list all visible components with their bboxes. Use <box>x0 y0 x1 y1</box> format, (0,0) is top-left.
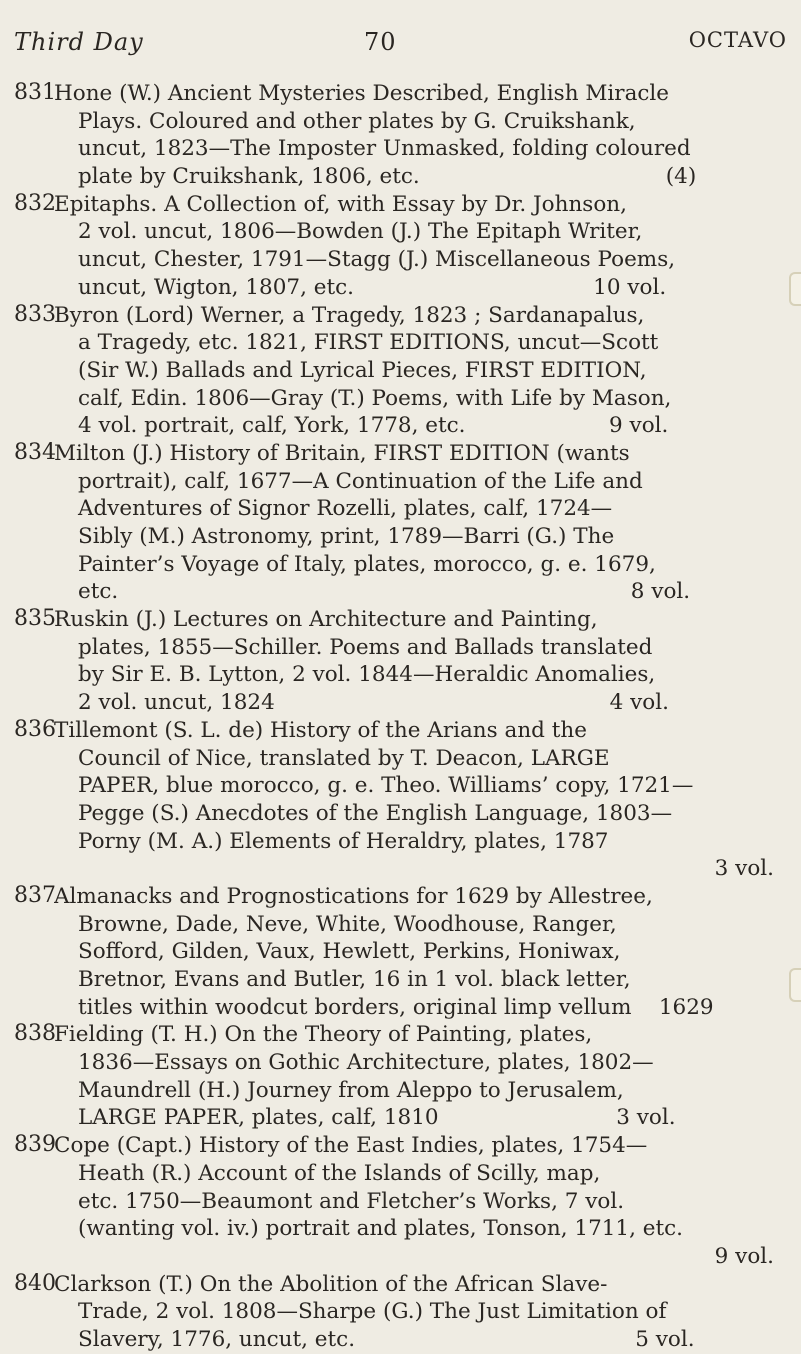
lot-description-line: Tillemont (S. L. de) History of the Arians and the <box>54 717 587 743</box>
lot-description-line: Hone (W.) Ancient Mysteries Described, English Miracle <box>54 81 670 106</box>
lot-entry <box>14 191 774 302</box>
lot-description-line: Fielding (T. H.) On the Theory of Painting, plates, <box>54 1022 593 1048</box>
lot-description-line: (wanting vol. iv.) portrait and plates, Tonson, 1711, etc. <box>78 1216 684 1242</box>
lot-description-line: plate by Cruikshank, 1806, etc. (4) <box>78 164 697 190</box>
lot-description-line: Council of Nice, translated by T. Deacon, LARGE <box>78 745 610 771</box>
lot-description-line: 4 vol. portrait, calf, York, 1778, etc. 9 vol. <box>78 413 669 439</box>
lot-entry <box>14 440 774 606</box>
lot-description-line: Adventures of Signor Rozelli, plates, calf, 1724— <box>78 496 613 522</box>
lot-description-line: Sofford, Gilden, Vaux, Hewlett, Perkins, Honiwax, <box>78 939 621 965</box>
lot-number: 835 <box>14 606 56 632</box>
lot-description-line: a Tragedy, etc. 1821, FIRST EDITIONS, uncut—Scott <box>78 330 659 356</box>
lot-description-line: Pegge (S.) Anecdotes of the English Language, 1803— <box>78 800 673 826</box>
lot-description-line: (Sir W.) Ballads and Lyrical Pieces, FIRST EDITION, <box>78 357 647 383</box>
lot-number: 840 <box>14 1270 56 1296</box>
lot-number: 833 <box>14 301 56 327</box>
lot-list <box>14 80 774 1354</box>
lot-description-line: LARGE PAPER, plates, calf, 1810 3 vol. <box>78 1105 676 1131</box>
lot-description-line: Ruskin (J.) Lectures on Architecture and Painting, <box>54 607 598 633</box>
lot-description-line: uncut, Chester, 1791—Stagg (J.) Miscellaneous Poems, <box>78 247 676 273</box>
lot-description-line: uncut, Wigton, 1807, etc. 10 vol. <box>78 274 667 300</box>
header-format: OCTAVO <box>688 28 787 52</box>
lot-number: 837 <box>14 882 56 908</box>
page-number: 70 <box>364 28 397 56</box>
lot-description-line: Cope (Capt.) History of the East Indies, plates, 1754— <box>54 1133 648 1159</box>
lot-description-line: titles within woodcut borders, original limp vellum 1629 <box>78 994 714 1020</box>
lot-entry <box>14 606 774 717</box>
lot-description-line: 1836—Essays on Gothic Architecture, plates, 1802— <box>78 1050 654 1076</box>
lot-description-line: uncut, 1823—The Imposter Unmasked, folding coloured <box>78 136 691 162</box>
lot-description-line: 2 vol. uncut, 1824 4 vol. <box>78 690 669 716</box>
lot-number: 834 <box>14 439 56 465</box>
binding-mark-icon <box>789 968 801 1002</box>
lot-entry <box>14 883 774 1021</box>
lot-number: 831 <box>14 80 56 105</box>
lot-description-line: portrait), calf, 1677—A Continuation of the Life and <box>78 468 643 494</box>
lot-entry <box>14 302 774 440</box>
lot-description-line: Painter’s Voyage of Italy, plates, morocco, g. e. 1679, <box>78 551 656 577</box>
header-day: Third Day <box>14 28 144 56</box>
lot-description-line: Slavery, 1776, uncut, etc. 5 vol. <box>78 1326 695 1352</box>
lot-description-line: Byron (Lord) Werner, a Tragedy, 1823 ; Sardanapalus, <box>54 302 645 328</box>
lot-description-line: Clarkson (T.) On the Abolition of the African Slave- <box>54 1271 608 1297</box>
lot-description-line: 2 vol. uncut, 1806—Bowden (J.) The Epitaph Writer, <box>78 219 643 245</box>
lot-description-line: PAPER, blue morocco, g. e. Theo. Williams’ copy, 1721— <box>78 773 694 799</box>
lot-description-line: etc. 1750—Beaumont and Fletcher’s Works, 7 vol. <box>78 1188 625 1214</box>
lot-entry <box>14 1021 774 1132</box>
lot-number: 838 <box>14 1021 56 1047</box>
lot-description-line: by Sir E. B. Lytton, 2 vol. 1844—Heraldic Anomalies, <box>78 662 656 688</box>
lot-number: 832 <box>14 190 56 216</box>
lot-description-line: Epitaphs. A Collection of, with Essay by Dr. Johnson, <box>54 191 627 217</box>
lot-entry <box>14 1132 774 1270</box>
page-header <box>14 28 787 68</box>
lot-description-line: Almanacks and Prognostications for 1629 by Allestree, <box>54 883 653 909</box>
lot-description-line: Maundrell (H.) Journey from Aleppo to Jerusalem, <box>78 1077 624 1103</box>
binding-mark-icon <box>789 272 801 306</box>
lot-description-line: calf, Edin. 1806—Gray (T.) Poems, with Life by Mason, <box>78 385 672 411</box>
lot-number: 836 <box>14 716 56 742</box>
lot-description-line: plates, 1855—Schiller. Poems and Ballads translated <box>78 634 653 660</box>
lot-description-line: Sibly (M.) Astronomy, print, 1789—Barri (G.) The <box>78 524 615 549</box>
lot-description-line: Bretnor, Evans and Butler, 16 in 1 vol. black letter, <box>78 967 631 992</box>
lot-entry <box>14 1271 774 1354</box>
lot-description-line: Plays. Coloured and other plates by G. Cruikshank, <box>78 108 636 134</box>
lot-entry <box>14 80 774 191</box>
lot-description-line: Porny (M. A.) Elements of Heraldry, plates, 1787 <box>78 828 609 854</box>
lot-entry <box>14 717 774 883</box>
lot-number: 839 <box>14 1132 56 1158</box>
lot-description-line: Milton (J.) History of Britain, FIRST EDITION (wants <box>54 440 630 466</box>
lot-description-line: Browne, Dade, Neve, White, Woodhouse, Ranger, <box>78 911 617 937</box>
lot-description-line: Trade, 2 vol. 1808—Sharpe (G.) The Just Limitation of <box>78 1299 667 1325</box>
lot-description-line: Heath (R.) Account of the Islands of Scilly, map, <box>78 1160 601 1186</box>
lot-description-line: etc. 8 vol. <box>78 579 691 605</box>
lot-description-line: 9 vol. <box>714 1243 774 1269</box>
lot-description-line: 3 vol. <box>714 856 774 882</box>
